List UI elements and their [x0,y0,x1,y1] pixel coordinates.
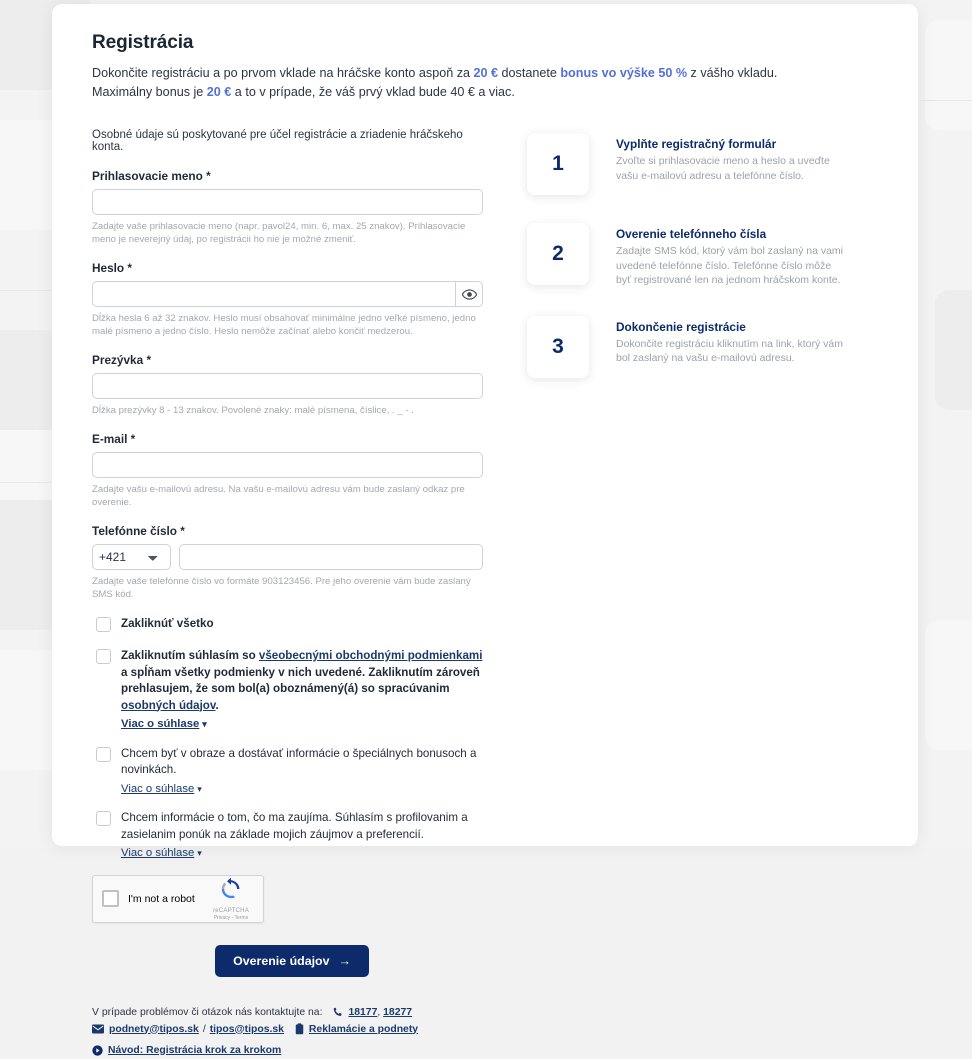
promo-text-1: Dokončite registráciu a po prvom vklade na hráčske konto aspoň za [92,66,474,80]
terms-text-a: Zakliknutím súhlasím so [121,649,259,662]
phone-number-input[interactable] [179,544,483,570]
guide-row [92,1042,492,1059]
step-heading: Vyplňte registračný formulár [616,137,777,151]
step-content [616,133,846,195]
promo-line2-text-2: a to v prípade, že váš prvý vklad bude 40 € a viac. [231,85,515,99]
terms-more-toggle[interactable] [121,716,207,733]
play-circle-icon [92,1045,103,1056]
step-number-badge: 3 [527,316,589,378]
step-item [527,223,882,288]
marketing-checkbox[interactable] [96,747,111,762]
step-description: Zadajte SMS kód, ktorý vám bol zaslaný na vami uvedené telefónne číslo. Telefónne číslo môže byť registrované len na jednom hráčskom konte. [616,245,844,286]
email-separator: / [202,1023,206,1035]
nickname-label: Prezývka * [92,353,152,367]
select-all-checkbox[interactable] [96,617,111,632]
terms-text-b: a spĺňam všetky podmienky v nich uvedené. Zakliknutím zároveň prehlasujem, že som bol(a) oboznámený(á) so spracúvanim [121,665,480,695]
select-all-label: Zakliknúť všetko [121,617,214,630]
submit-row [92,945,492,977]
email-hint: Zadajte vašu e-mailovú adresu. Na vašu e-mailovú adresu vám bude zaslaný odkaz pre overenie. [92,484,465,508]
step-description: Dokončite registráciu kliknutím na link, ktorý vám bol zaslaný na vašu e-mailovú adresu. [616,337,843,364]
email-label: E-mail * [92,432,136,446]
consent-terms-row [92,648,492,733]
phone-label: Telefónne číslo * [92,524,185,538]
step-description: Zvoľte si prihlasovacie meno a heslo a uveďte vašu e-mailovú adresu a telefónne číslo. [616,155,830,182]
profiling-text: Chcem informácie o tom, čo ma zaujíma. Súhlasím s profilovanim a zasielanim ponúk na základe mojich záujmov a preferencií. [121,811,468,841]
marketing-more-toggle[interactable] [121,781,202,798]
bg-line [0,482,52,483]
terms-link[interactable]: všeobecnými obchodnými podmienkami [258,649,483,662]
promo-bonus: bonus vo výške 50 % [560,66,688,80]
chevron-down-icon: ▾ [202,719,207,729]
bg-shape [925,620,972,750]
step-item [527,133,882,195]
recaptcha-legal-text: Privacy - Terms [213,914,249,921]
steps-panel [527,129,882,1059]
marketing-more-label: Viac o súhlase [121,782,195,795]
phone-link-2[interactable]: 18277 [383,1006,413,1018]
marketing-consent-text [121,746,492,798]
marketing-text: Chcem byť v obraze a dostávať informácie o špeciálnych bonusoch a novinkách. [121,746,477,776]
registration-card [52,4,918,1056]
step-item [527,316,882,378]
step-number-badge: 2 [527,223,589,285]
password-label: Heslo * [92,261,132,275]
submit-button[interactable] [215,945,369,977]
contact-complaints-group [295,1021,418,1038]
phone-field-wrapper [92,544,492,570]
privacy-note: Osobné údaje sú poskytované pre účel registrácie a zriadenie hráčskeho konta. [92,129,463,153]
terms-text-c: . [215,698,219,712]
contact-email-group [92,1021,284,1038]
step-content [616,316,846,378]
recaptcha-logo-icon [219,877,243,901]
password-input[interactable] [92,281,483,307]
bg-shape [935,290,972,410]
contact-label: V prípade problémov či otázok nás kontaktujte na: [92,1006,323,1018]
phone-link-1[interactable]: 18177 [348,1006,378,1018]
password-visibility-toggle[interactable] [455,281,483,307]
step-heading: Overenie telefónneho čísla [616,227,767,241]
recaptcha-checkbox[interactable] [102,890,119,907]
phone-separator: , [377,1006,381,1018]
profiling-consent-text [121,810,492,862]
promo-line2-amount: 20 € [206,85,232,99]
username-input[interactable] [92,189,483,215]
terms-consent-text [121,648,492,733]
bg-line [920,100,972,101]
promo-text-2: dostanete [498,66,561,80]
password-hint: Dĺžka hesla 6 až 32 znakov. Heslo musí obsahovať minimálne jedno veľké písmeno, jedno malé písmeno a jedno číslo. Heslo nemôže začínať alebo končiť medzerou. [92,313,476,337]
nickname-hint: Dĺžka prezývky 8 - 13 znakov. Povolené znaky: malé písmena, číslice, . _ - . [92,405,414,416]
step-heading: Dokončenie registrácie [616,319,746,334]
username-label: Prihlasovacie meno * [92,169,211,183]
complaints-link[interactable]: Reklamácie a podnety [308,1023,419,1035]
eye-icon [462,289,477,300]
chevron-down-icon: ▾ [197,783,202,794]
envelope-icon [92,1024,104,1034]
registration-form [92,129,492,1059]
promo-description [92,64,852,102]
consent-profiling-row [92,810,492,862]
step-number-badge: 1 [527,133,589,195]
nickname-input[interactable] [92,373,483,399]
username-hint: Zadajte vaše prihlasovacie meno (napr. pavol24, min. 6, max. 25 znakov). Prihlasovacie meno je neverejný údaj, po registrácii ho nie je možné zmeniť. [92,221,466,245]
terms-more-label: Viac o súhlase [121,718,200,730]
bg-shape [925,20,972,130]
phone-hint: Zadajte vaše telefónne číslo vo formáte 903123456. Pre jeho overenie vám bude zaslaný SMS kód. [92,576,471,600]
recaptcha-label: I'm not a robot [128,892,195,905]
recaptcha-widget[interactable] [92,875,264,923]
consent-marketing-row [92,746,492,798]
profiling-checkbox[interactable] [96,811,111,826]
step-content [616,223,846,288]
email-link-2[interactable]: tipos@tipos.sk [209,1023,284,1035]
recaptcha-branding [208,877,254,921]
password-field-wrapper [92,281,483,307]
profiling-more-toggle[interactable] [121,845,202,862]
profiling-more-label: Viac o súhlase [121,847,195,859]
email-link-1[interactable]: podnety@tipos.sk [109,1023,199,1035]
country-code-select[interactable] [92,544,171,570]
submit-button-label: Overenie údajov [233,953,330,968]
page-title: Registrácia [92,32,194,53]
promo-amount: 20 € [473,66,499,80]
arrow-right-icon: → [338,953,351,968]
chevron-down-icon: ▾ [197,848,202,858]
consent-select-all-row [92,616,492,635]
email-input[interactable] [92,452,483,478]
promo-text-3: z vášho vkladu. [687,66,778,80]
bg-line [0,290,52,291]
phone-icon [332,1007,343,1018]
recaptcha-brand-text: reCAPTCHA [213,907,249,914]
personal-data-link[interactable]: osobných údajov [121,698,216,712]
guide-link[interactable]: Návod: Registrácia krok za krokom [108,1044,282,1056]
contact-footer [92,1004,492,1059]
contact-row [92,1004,492,1038]
promo-line2-text-1: Maximálny bonus je [92,85,207,99]
contact-phone-group [332,1004,412,1021]
clipboard-icon [295,1023,304,1035]
terms-checkbox[interactable] [96,649,111,664]
